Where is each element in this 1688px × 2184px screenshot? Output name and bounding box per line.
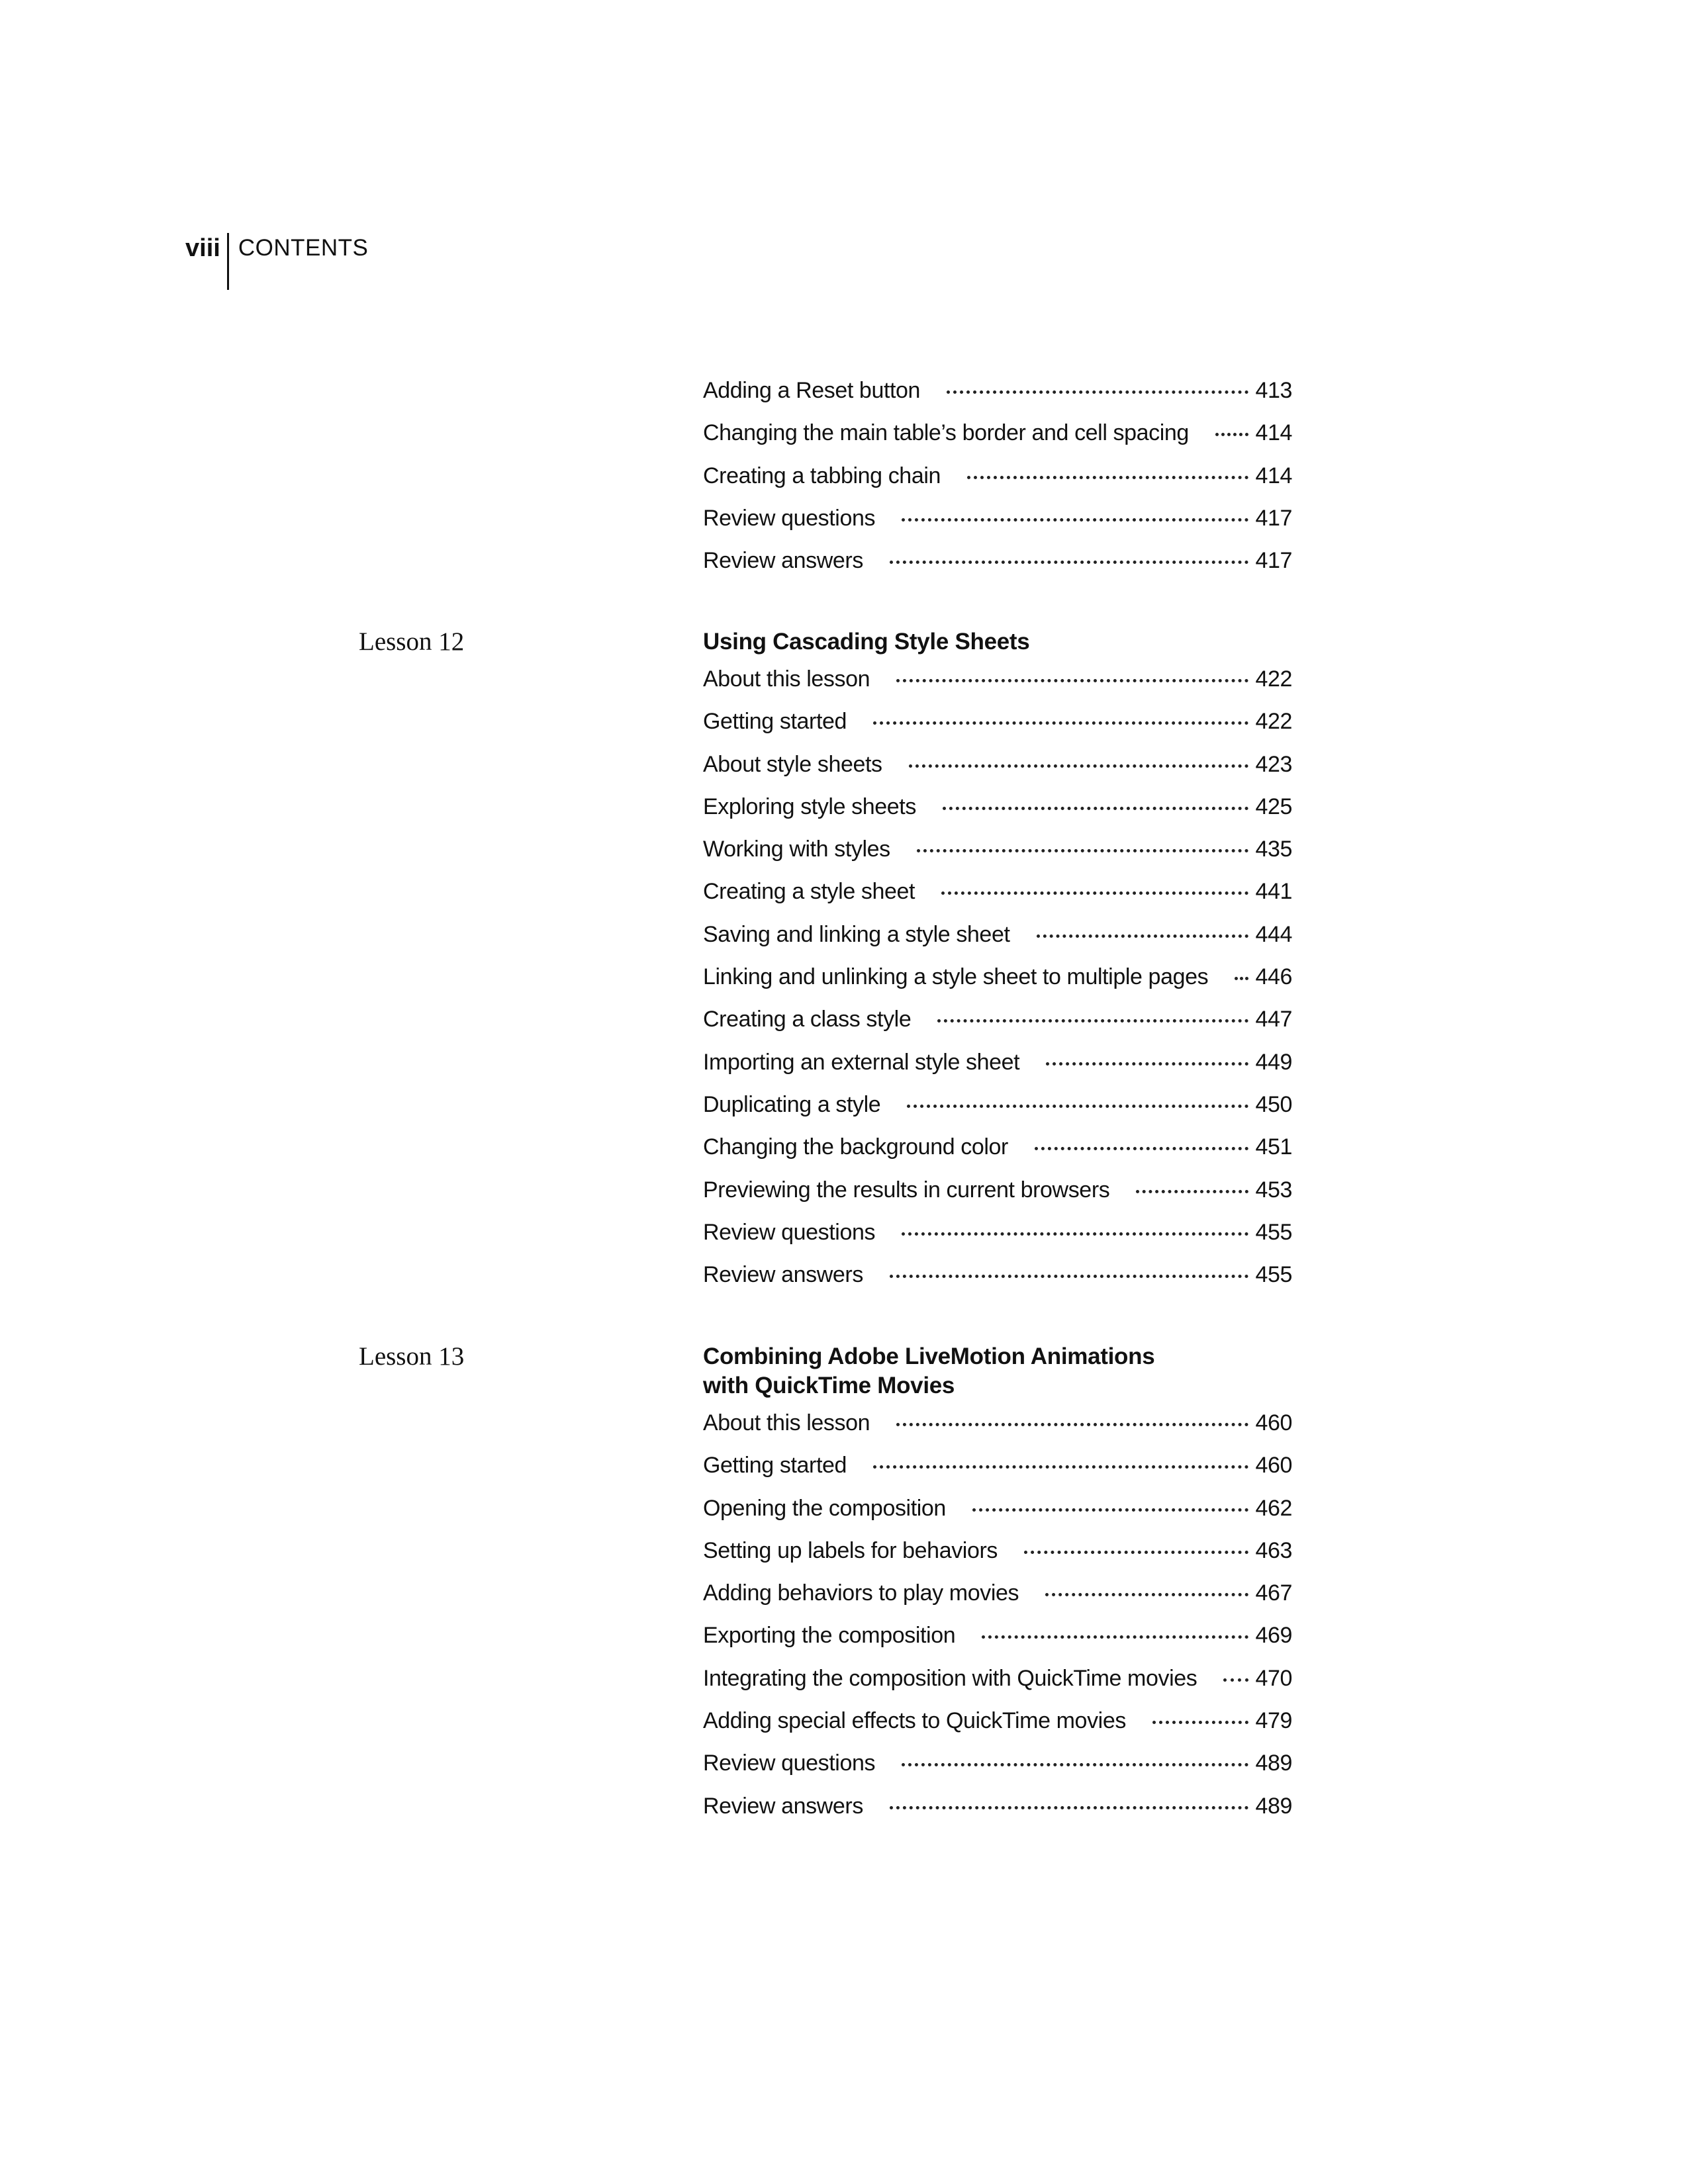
toc-entry-label: Creating a tabbing chain	[703, 463, 941, 488]
dot-leader	[909, 764, 1249, 768]
toc-entry[interactable]	[703, 1792, 1292, 1834]
toc-entry-label: Exploring style sheets	[703, 794, 916, 819]
dot-leader	[902, 1232, 1248, 1236]
toc-entry[interactable]	[703, 376, 1292, 418]
toc-entry[interactable]	[703, 707, 1292, 749]
dot-leader	[943, 807, 1249, 810]
toc-entries	[703, 664, 1292, 1302]
dot-leader	[1037, 934, 1249, 938]
toc-entry-page: 469	[1255, 1623, 1292, 1649]
toc-entry-page: 422	[1255, 709, 1292, 735]
toc-entry-page: 463	[1255, 1537, 1292, 1563]
toc-entry[interactable]	[703, 1494, 1292, 1536]
dot-leader	[1136, 1190, 1248, 1193]
dot-leader	[941, 891, 1248, 895]
dot-leader	[1024, 1551, 1248, 1554]
toc-entry-label: Adding special effects to QuickTime movies	[703, 1708, 1126, 1734]
toc-entry[interactable]	[703, 835, 1292, 877]
toc-entry[interactable]	[703, 962, 1292, 1005]
toc-entry-label: Review answers	[703, 548, 863, 574]
dot-leader	[1035, 1147, 1249, 1150]
dot-leader	[917, 849, 1249, 852]
dot-leader	[1045, 1593, 1248, 1596]
toc-entry-label: Adding behaviors to play movies	[703, 1580, 1019, 1606]
toc-entry-page: 447	[1255, 1007, 1292, 1032]
toc-entry[interactable]	[703, 1621, 1292, 1663]
toc-entry[interactable]	[703, 920, 1292, 962]
lesson-label: Lesson 12	[359, 627, 465, 656]
dot-leader	[947, 390, 1248, 394]
toc-entry[interactable]	[703, 1260, 1292, 1302]
toc-entry[interactable]	[703, 1175, 1292, 1218]
toc-entry-label: Adding a Reset button	[703, 378, 921, 403]
toc-entry-page: 470	[1255, 1665, 1292, 1691]
toc-entry-page: 422	[1255, 666, 1292, 692]
toc-entry[interactable]	[703, 750, 1292, 792]
toc-entry[interactable]	[703, 1218, 1292, 1260]
toc-entry-label: Review questions	[703, 1219, 876, 1245]
toc-entry-page: 462	[1255, 1495, 1292, 1521]
page-number: viii	[185, 234, 220, 262]
toc-entry-page: 451	[1255, 1134, 1292, 1160]
toc-entry-page: 449	[1255, 1049, 1292, 1075]
toc-entry-page: 479	[1255, 1708, 1292, 1734]
dot-leader	[1235, 977, 1248, 980]
toc-entry[interactable]	[703, 546, 1292, 588]
dot-leader	[873, 1465, 1248, 1469]
toc-entry[interactable]	[703, 418, 1292, 461]
dot-leader	[972, 1508, 1249, 1512]
lesson-title-line: with QuickTime Movies	[703, 1373, 955, 1398]
toc-entry-label: About this lesson	[703, 666, 870, 692]
lesson-title-line: Using Cascading Style Sheets	[703, 629, 1030, 655]
toc-entry-label: Linking and unlinking a style sheet to multiple pages	[703, 964, 1209, 990]
toc-entry-label: Getting started	[703, 709, 847, 735]
dot-leader	[873, 721, 1248, 725]
toc-entries	[703, 376, 1292, 588]
toc-entry-page: 446	[1255, 964, 1292, 990]
toc-entry-label: Saving and linking a style sheet	[703, 921, 1010, 947]
lesson-title[interactable]	[703, 627, 1299, 657]
toc-entry-label: About this lesson	[703, 1410, 870, 1435]
dot-leader	[982, 1635, 1248, 1639]
toc-entry[interactable]	[703, 1749, 1292, 1791]
toc-entry-page: 455	[1255, 1219, 1292, 1245]
toc-entry-label: Setting up labels for behaviors	[703, 1537, 998, 1563]
toc-entry[interactable]	[703, 1664, 1292, 1706]
toc-entry-page: 450	[1255, 1091, 1292, 1117]
toc-entry-label: Integrating the composition with QuickTime movies	[703, 1665, 1197, 1691]
running-head	[185, 233, 368, 290]
toc-entry-label: Changing the background color	[703, 1134, 1008, 1160]
toc-entry[interactable]	[703, 792, 1292, 835]
toc-entries	[703, 1408, 1292, 1834]
section-title: CONTENTS	[238, 235, 369, 261]
toc-entry-page: 489	[1255, 1793, 1292, 1819]
toc-entry-label: Previewing the results in current browsers	[703, 1177, 1110, 1203]
toc-entry-label: Review questions	[703, 1751, 876, 1776]
dot-leader	[1223, 1678, 1248, 1682]
toc-entry[interactable]	[703, 1090, 1292, 1132]
lesson-title[interactable]	[703, 1342, 1299, 1400]
toc-entry-page: 444	[1255, 921, 1292, 947]
toc-entry[interactable]	[703, 1408, 1292, 1451]
dot-leader	[902, 1763, 1248, 1766]
toc-entry[interactable]	[703, 1132, 1292, 1175]
toc-entry-label: Creating a class style	[703, 1007, 912, 1032]
toc-entry-page: 425	[1255, 794, 1292, 819]
toc-entry-page: 455	[1255, 1262, 1292, 1288]
dot-leader	[1152, 1721, 1249, 1724]
toc-entry-label: Creating a style sheet	[703, 879, 915, 905]
dot-leader	[1046, 1062, 1248, 1066]
toc-entry[interactable]	[703, 877, 1292, 919]
toc-entry-page: 441	[1255, 879, 1292, 905]
lesson-label: Lesson 13	[359, 1342, 465, 1371]
toc-entry-label: Working with styles	[703, 837, 890, 862]
toc-entry-page: 423	[1255, 751, 1292, 777]
toc-entry[interactable]	[703, 504, 1292, 546]
dot-leader	[1215, 433, 1249, 436]
toc-entry-page: 417	[1255, 505, 1292, 531]
dot-leader	[907, 1105, 1248, 1108]
toc-entry[interactable]	[703, 1451, 1292, 1493]
dot-leader	[896, 679, 1248, 682]
dot-leader	[902, 518, 1248, 522]
toc-entry[interactable]	[703, 664, 1292, 707]
toc-entry[interactable]	[703, 1005, 1292, 1047]
toc-entry-page: 435	[1255, 837, 1292, 862]
toc-entry-page: 460	[1255, 1410, 1292, 1435]
lesson-title-line: Combining Adobe LiveMotion Animations	[703, 1343, 1155, 1369]
dot-leader	[890, 1806, 1249, 1809]
toc-entry-label: Getting started	[703, 1453, 847, 1479]
toc-entry-page: 413	[1255, 378, 1292, 403]
toc-entry-page: 417	[1255, 548, 1292, 574]
toc-entry-label: Changing the main table’s border and cell spacing	[703, 420, 1189, 446]
dot-leader	[967, 476, 1248, 479]
toc-entry-page: 460	[1255, 1453, 1292, 1479]
toc-entry[interactable]	[703, 461, 1292, 504]
toc-entry-label: Review answers	[703, 1262, 863, 1288]
toc-entry[interactable]	[703, 1536, 1292, 1578]
toc-entry-page: 414	[1255, 420, 1292, 446]
toc-entry-label: Exporting the composition	[703, 1623, 956, 1649]
toc-entry-label: Importing an external style sheet	[703, 1049, 1020, 1075]
toc-entry-page: 453	[1255, 1177, 1292, 1203]
dot-leader	[890, 1275, 1249, 1278]
toc-entry[interactable]	[703, 1048, 1292, 1090]
toc-entry-page: 414	[1255, 463, 1292, 488]
toc-entry-label: About style sheets	[703, 751, 882, 777]
toc-entry-label: Review questions	[703, 505, 876, 531]
toc-entry[interactable]	[703, 1706, 1292, 1749]
toc-entry-label: Review answers	[703, 1793, 863, 1819]
dot-leader	[937, 1019, 1248, 1023]
dot-leader	[890, 561, 1249, 564]
dot-leader	[896, 1423, 1248, 1426]
toc-entry-page: 467	[1255, 1580, 1292, 1606]
toc-entry-page: 489	[1255, 1751, 1292, 1776]
toc-entry[interactable]	[703, 1578, 1292, 1621]
toc-entry-label: Duplicating a style	[703, 1091, 881, 1117]
toc-entry-label: Opening the composition	[703, 1495, 946, 1521]
